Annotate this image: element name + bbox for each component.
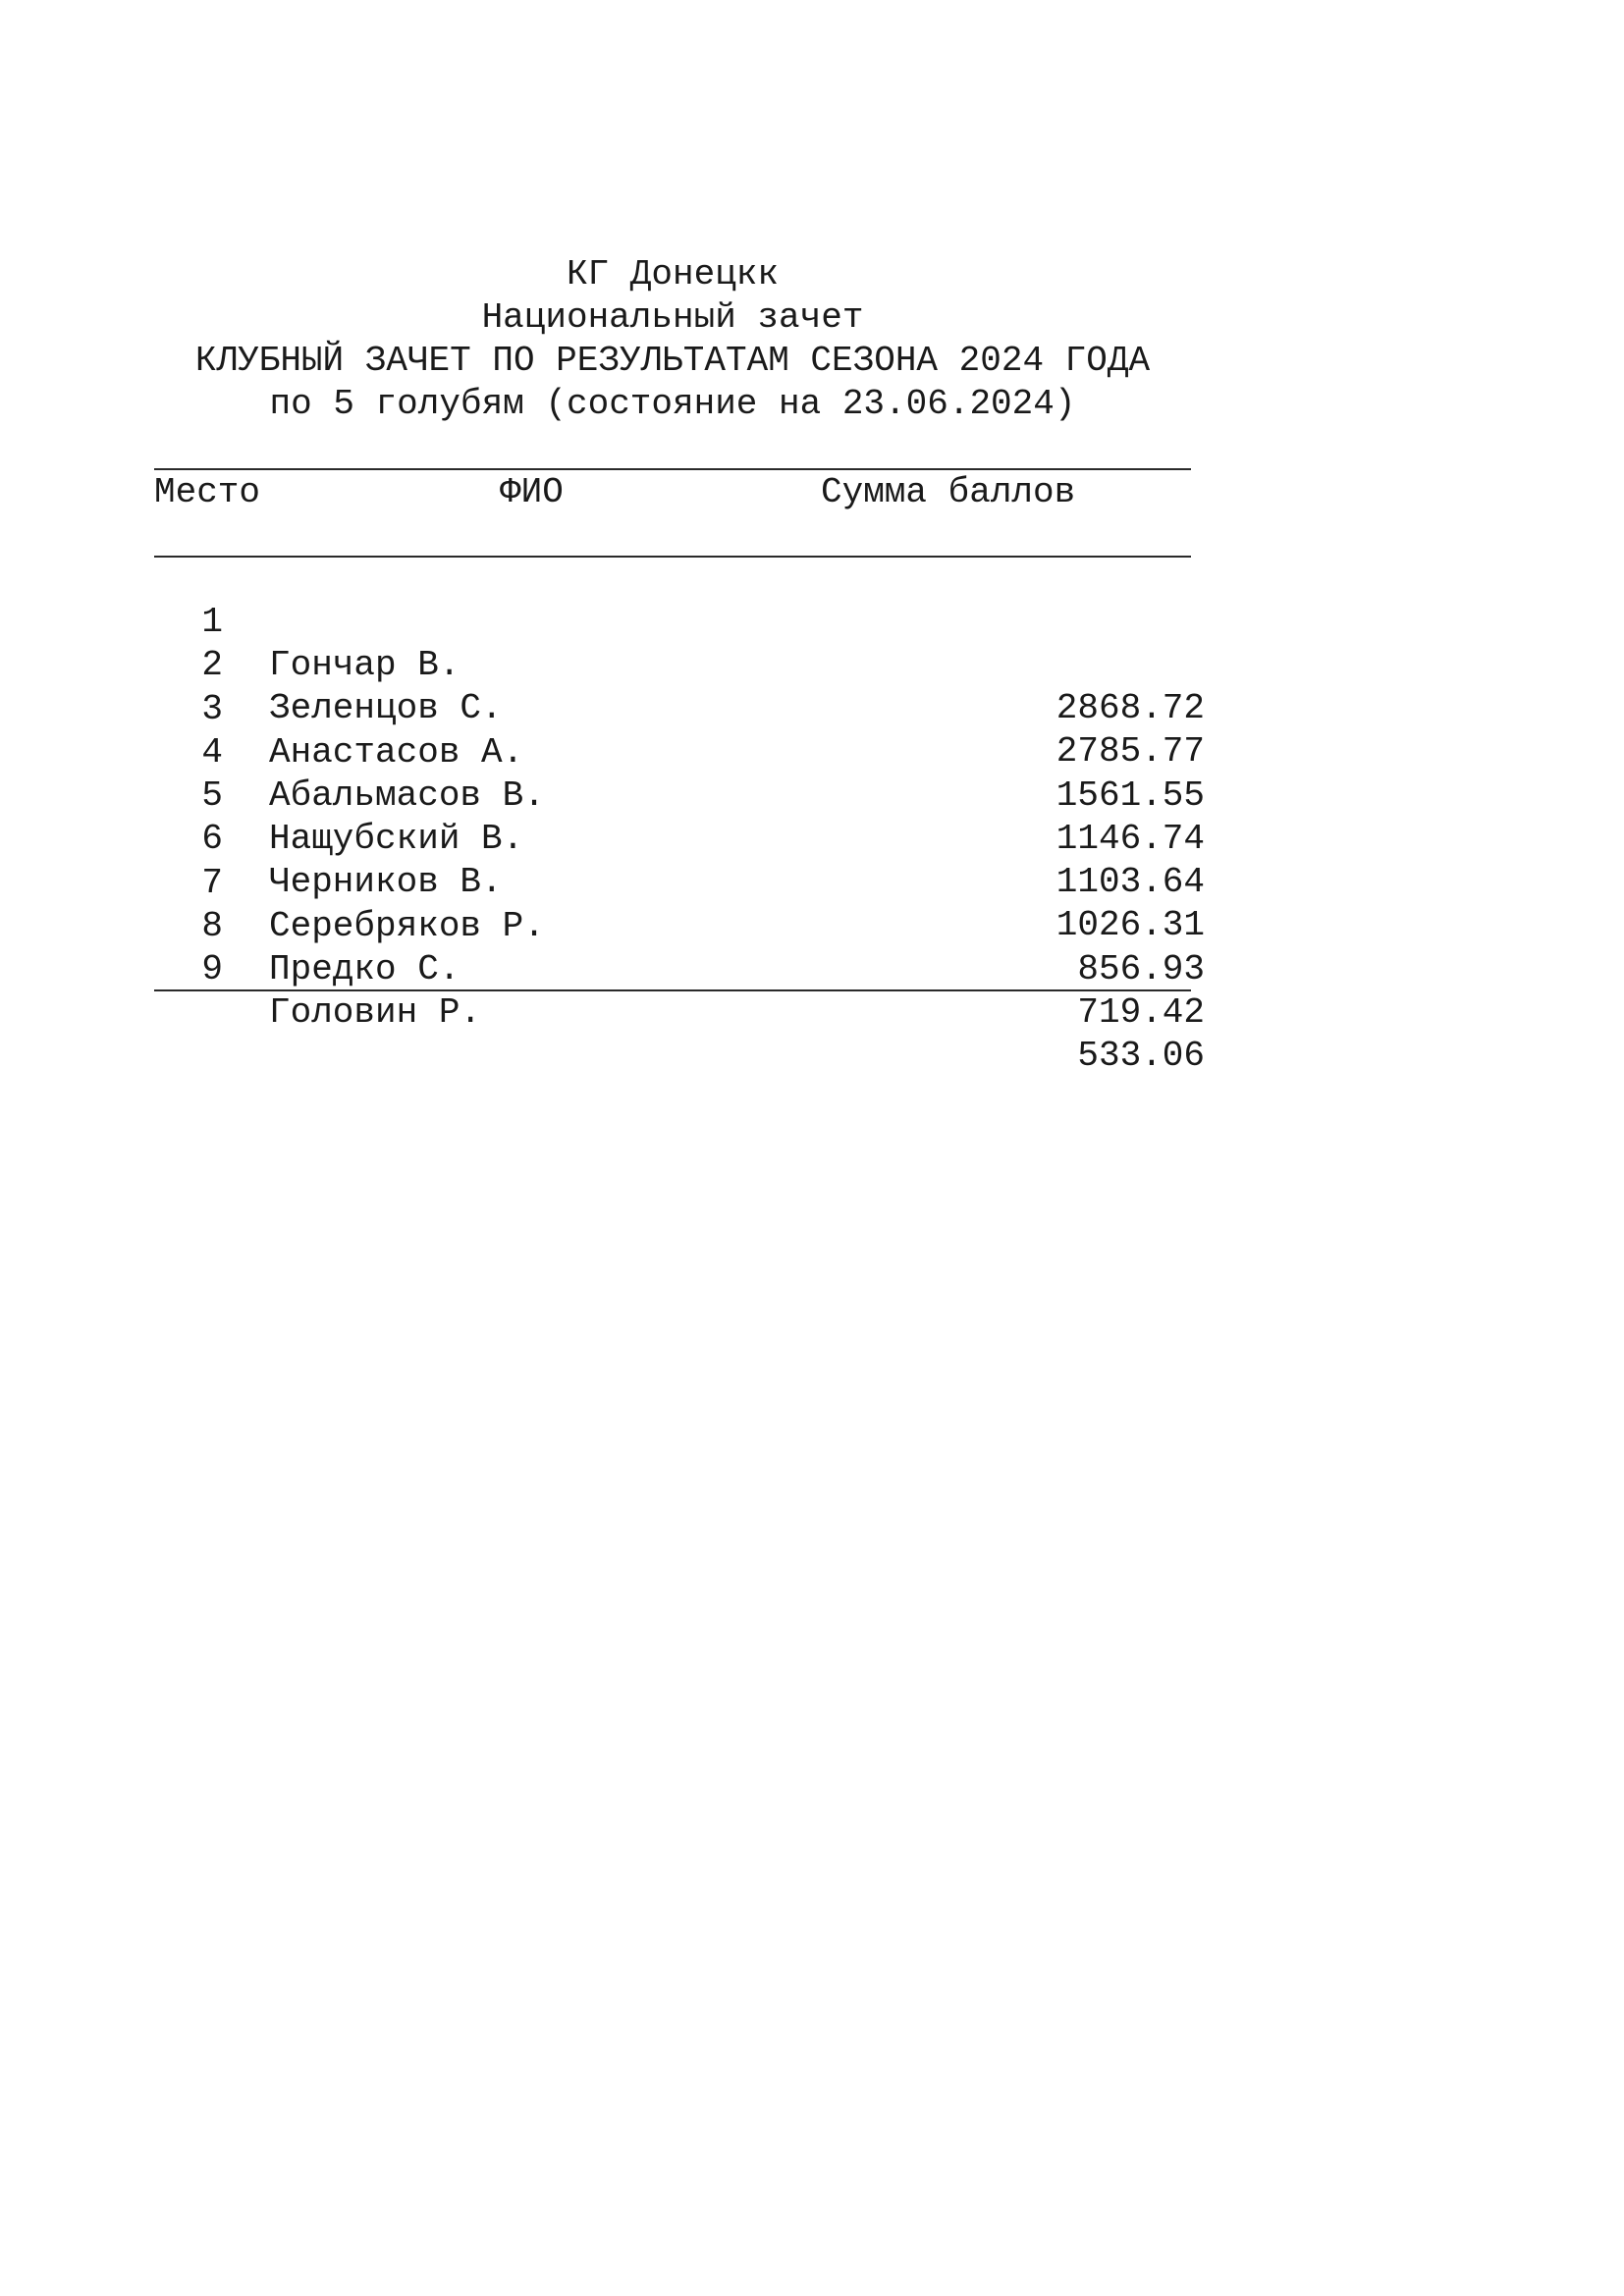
- row-place: 1: [201, 602, 223, 642]
- row-name: Зеленцов С.: [269, 688, 503, 729]
- row-name: Головин Р.: [269, 992, 482, 1034]
- standings-condition: по 5 голубям (состояние на 23.06.2024): [269, 384, 1076, 424]
- top-divider: [154, 468, 1191, 470]
- row-score: 1561.55: [1056, 774, 1205, 816]
- row-score: 2868.72: [1056, 688, 1205, 728]
- row-score: 719.42: [1077, 992, 1205, 1034]
- row-score: 533.06: [1077, 1036, 1205, 1077]
- row-name: Предко С.: [269, 949, 460, 990]
- row-place: 2: [201, 645, 223, 686]
- row-place: 5: [201, 775, 223, 817]
- row-score: 1103.64: [1056, 862, 1205, 903]
- column-header-name: ФИО: [500, 472, 564, 512]
- row-place: 6: [201, 819, 223, 860]
- document-title: КЛУБНЫЙ ЗАЧЕТ ПО РЕЗУЛЬТАТАМ СЕЗОНА 2024 ГОДА: [194, 341, 1151, 381]
- row-score: 1026.31: [1056, 905, 1205, 946]
- row-place: 7: [201, 862, 223, 903]
- row-score: 1146.74: [1056, 818, 1205, 859]
- row-name: Серебряков Р.: [269, 905, 545, 946]
- row-place: 4: [201, 731, 223, 773]
- competition-subtitle: Национальный зачет: [481, 297, 864, 338]
- club-name: КГ Донецкк: [566, 254, 780, 294]
- row-name: Анастасов А.: [269, 731, 524, 773]
- row-score: 2785.77: [1056, 731, 1205, 773]
- row-place: 8: [201, 906, 223, 947]
- bottom-divider: [154, 989, 1191, 991]
- row-score: 856.93: [1077, 948, 1205, 989]
- row-name: Абальмасов В.: [269, 774, 545, 816]
- row-place: 9: [201, 949, 223, 990]
- standings-table: [154, 558, 1205, 1077]
- row-place: 3: [201, 688, 223, 729]
- row-name: Нащубский В.: [269, 819, 524, 860]
- row-name: Гончар В.: [269, 645, 460, 685]
- row-name: Черников В.: [269, 862, 503, 903]
- column-header-place: Место: [154, 472, 261, 512]
- column-header-score: Сумма баллов: [821, 472, 1076, 512]
